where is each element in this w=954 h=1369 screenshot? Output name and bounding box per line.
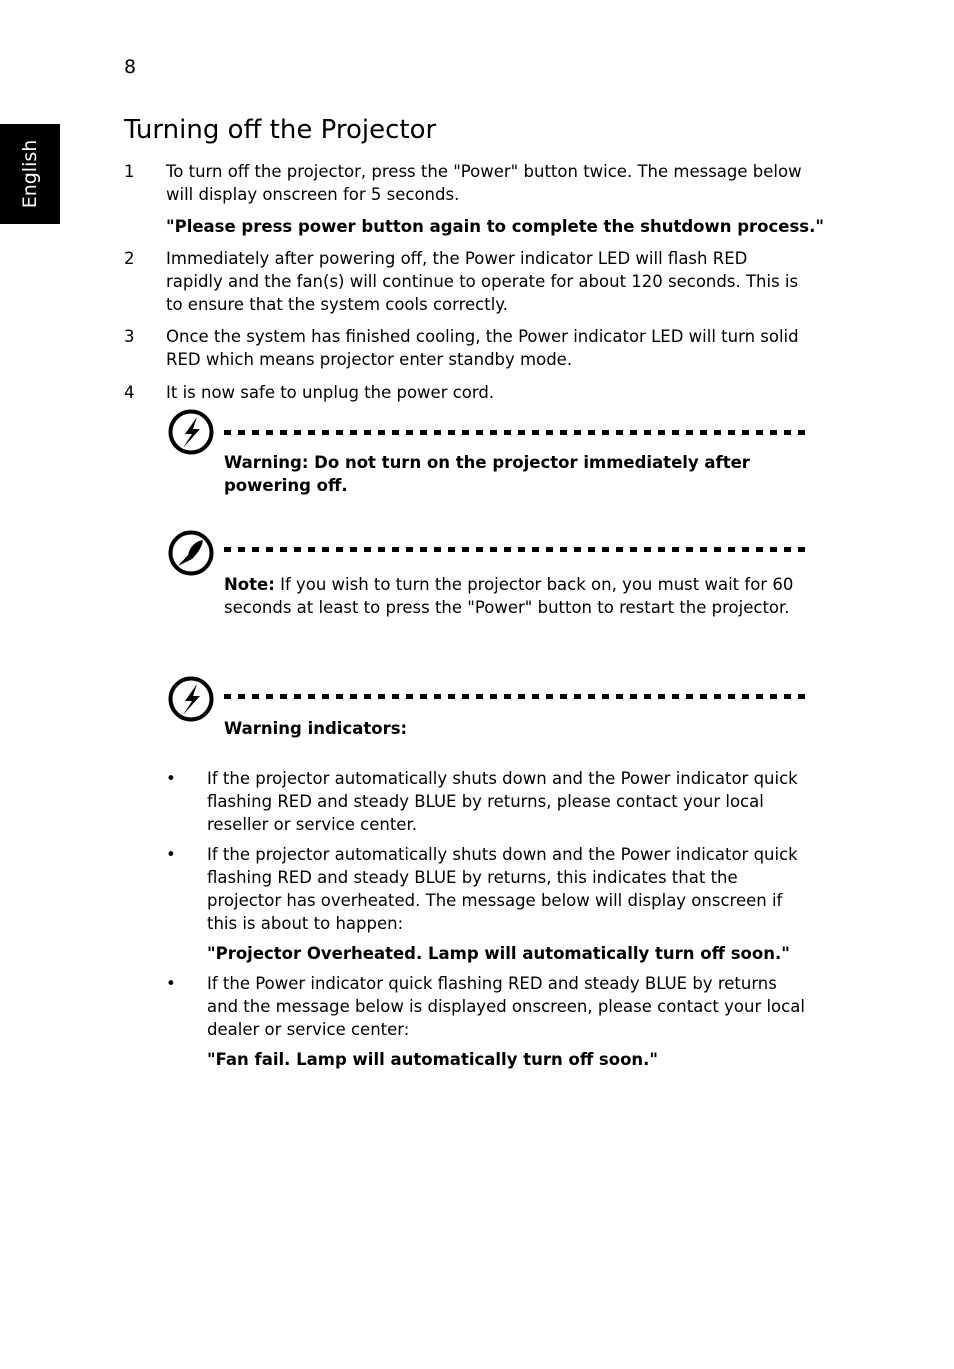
bullet-text: If the projector automatically shuts down and the Power indicator quick flashing RED and steady BLUE by returns, this indicates that the projector has overheated. The message below will display onscreen if this is about to happen: <box>207 845 798 933</box>
language-tab <box>0 124 60 224</box>
step-number: 4 <box>124 383 135 402</box>
warning-text: Warning: Do not turn on the projector immediately after powering off. <box>224 453 750 495</box>
bullet-marker: • <box>166 974 176 993</box>
step-text: To turn off the projector, press the "Power" button twice. The message below will display onscreen for 5 seconds. <box>166 162 802 204</box>
overheat-message: "Projector Overheated. Lamp will automatically turn off soon." <box>207 944 790 963</box>
note-label: Note: <box>224 575 275 594</box>
bullet-text: If the Power indicator quick flashing RED and steady BLUE by returns and the message below is displayed onscreen, please contact your local dealer or service center: <box>207 974 805 1039</box>
step-number: 2 <box>124 249 135 268</box>
note-body: If you wish to turn the projector back on, you must wait for 60 seconds at least to press the "Power" button to restart the projector. <box>224 575 794 617</box>
warning-lightning-icon <box>168 409 214 455</box>
bullet-text: If the projector automatically shuts down and the Power indicator quick flashing RED and steady BLUE by returns, please contact your local reseller or service center. <box>207 769 798 834</box>
language-tab-label: English <box>19 139 41 209</box>
divider <box>224 430 810 435</box>
step-text: Once the system has finished cooling, the Power indicator LED will turn solid RED which means projector enter standby mode. <box>166 327 799 369</box>
warning-lightning-icon <box>168 676 214 722</box>
fan-fail-message: "Fan fail. Lamp will automatically turn off soon." <box>207 1050 659 1069</box>
step-text: Immediately after powering off, the Power indicator LED will flash RED rapidly and the fan(s) will continue to operate for about 120 seconds. This is to ensure that the system cools correctly. <box>166 249 799 314</box>
bullet-marker: • <box>166 845 176 864</box>
step-text: It is now safe to unplug the power cord. <box>166 383 495 402</box>
page-title: Turning off the Projector <box>124 115 437 145</box>
warning-indicators-heading: Warning indicators: <box>224 719 408 738</box>
divider <box>224 694 810 699</box>
page-number: 8 <box>124 56 137 78</box>
bullet-marker: • <box>166 769 176 788</box>
divider <box>224 547 810 552</box>
note-text <box>224 573 810 619</box>
shutdown-message: "Please press power button again to complete the shutdown process." <box>166 217 824 236</box>
note-icon <box>168 530 214 576</box>
step-number: 3 <box>124 327 135 346</box>
step-number: 1 <box>124 162 135 181</box>
